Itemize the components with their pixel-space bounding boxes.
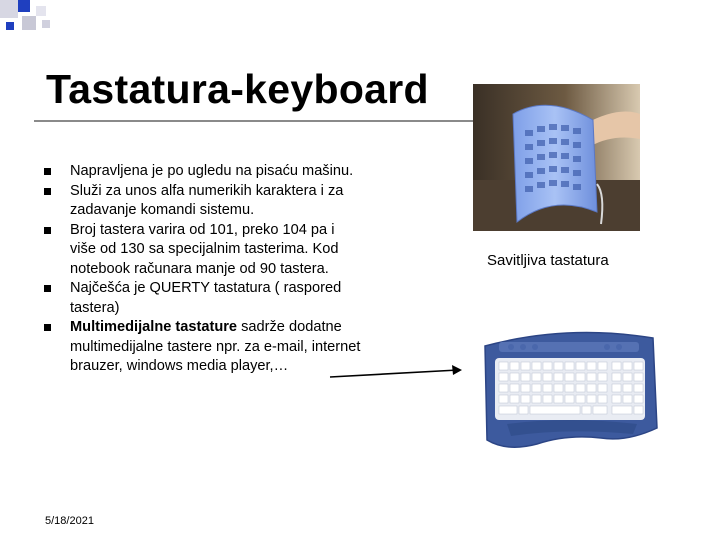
corner-decoration [0,0,60,40]
list-item [44,279,364,318]
bullet-text: Broj tastera varira od 101, preko 104 pa i više od 130 sa specijalnim tasterima. Kod notebook računara manje od 90 tastera. [70,221,339,277]
bullet-text: Najčešća je QUERTY tastatura ( raspored tastera) [70,280,342,316]
bullet-marker-icon [44,227,51,234]
page-title: Tastatura-keyboard [46,66,429,112]
bullet-marker-icon [44,168,51,175]
list-item [44,162,364,182]
bullet-text: sadrže dodatne multimedijalne tastere npr. za e-mail, internet brauzer, windows media player,… [70,319,361,374]
bullet-marker-icon [44,285,51,292]
flexible-keyboard-photo [473,84,640,231]
bullet-marker-icon [44,324,51,331]
bullet-bold-text: Multimedijalne tastature [70,319,238,335]
list-item [44,182,364,221]
list-item [44,221,364,280]
flexible-keyboard-caption: Savitljiva tastatura [487,252,609,269]
bullet-text: Služi za unos alfa numerikih karaktera i za zadavanje komandi sistemu. [70,182,344,218]
slide-date: 5/18/2021 [45,515,94,527]
bullet-list [44,162,364,377]
bullet-marker-icon [44,188,51,195]
bullet-text: Napravljena je po ugledu na pisaću mašinu. [70,163,354,179]
list-item [44,318,364,377]
multimedia-keyboard-photo [477,316,659,464]
